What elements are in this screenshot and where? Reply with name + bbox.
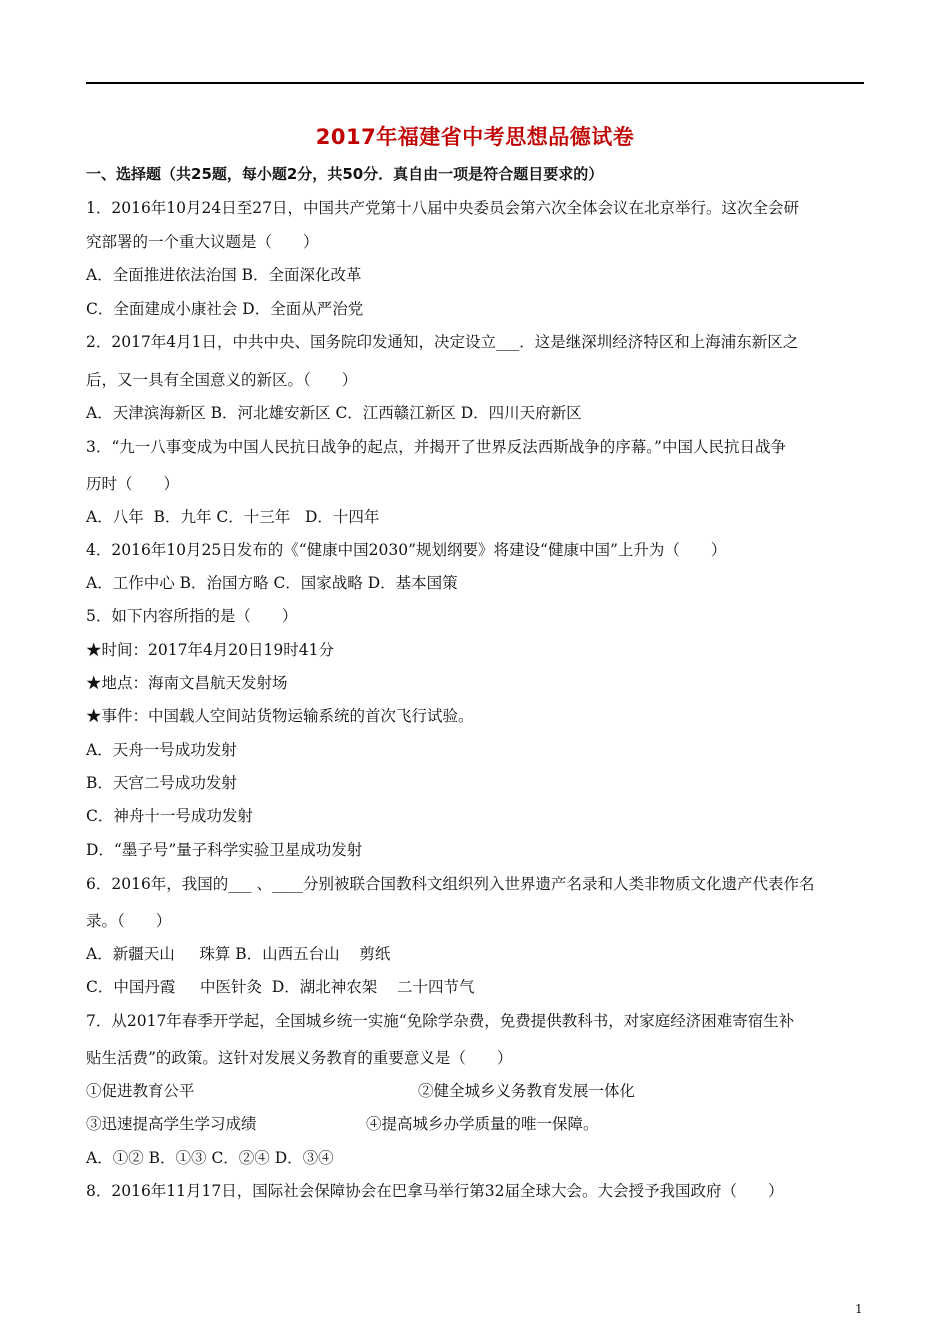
section-heading: 一、选择题（共25题，每小题2分，共50分．真自由一项是符合题目要求的） xyxy=(86,165,604,183)
text-line: C．中国丹霞 中医针灸 D．湖北神农架 二十四节气 xyxy=(86,978,475,996)
text-line: A．八年 B．九年 C．十三年 D．十四年 xyxy=(86,508,380,526)
text-line: 历时（ ） xyxy=(86,475,180,493)
text-line: 究部署的一个重大议题是（ ） xyxy=(86,233,319,251)
text-line: C．神舟十一号成功发射 xyxy=(86,807,253,825)
text-line: ★事件：中国载人空间站货物运输系统的首次飞行试验。 xyxy=(86,707,474,725)
text-line: A．天舟一号成功发射 xyxy=(86,741,237,759)
text-line: ★时间：2017年4月20日19时41分 xyxy=(86,641,334,659)
text-line: 2．2017年4月1日，中共中央、国务院印发通知，决定设立___．这是继深圳经济特区和上海浦东新区之 xyxy=(86,333,799,351)
text-line: ★地点：海南文昌航天发射场 xyxy=(86,674,288,692)
text-line: 7．从2017年春季开学起，全国城乡统一实施“免除学杂费，免费提供教科书，对家庭经济困难寄宿生补 xyxy=(86,1012,795,1030)
text-line: 8．2016年11月17日，国际社会保障协会在巴拿马举行第32届全球大会。大会授予我国政府（ ） xyxy=(86,1182,784,1200)
text-line: 4．2016年10月25日发布的《“健康中国2030”规划纲要》将建设“健康中国”上升为（ ） xyxy=(86,541,727,559)
option-3: ③迅速提高学生学习成绩 xyxy=(86,1115,257,1133)
text-line: 6．2016年，我国的___ 、____分别被联合国教科文组织列入世界遗产名录和人类非物质文化遗产代表作名 xyxy=(86,875,815,893)
option-4: ④提高城乡办学质量的唯一保障。 xyxy=(366,1115,599,1133)
text-line: A．天津滨海新区 B．河北雄安新区 C．江西赣江新区 D．四川天府新区 xyxy=(86,404,582,422)
text-line: 5．如下内容所指的是（ ） xyxy=(86,607,298,625)
text-line: A．①② B．①③ C．②④ D．③④ xyxy=(86,1149,334,1167)
text-line: A．新疆天山 珠算 B．山西五台山 剪纸 xyxy=(86,945,391,963)
page-number: 1 xyxy=(855,1302,863,1316)
text-line: 录。（ ） xyxy=(86,912,172,930)
header-rule xyxy=(86,82,864,84)
text-line: B．天宫二号成功发射 xyxy=(86,774,237,792)
page-title: 2017年福建省中考思想品德试卷 xyxy=(315,125,635,149)
option-2: ②健全城乡义务教育发展一体化 xyxy=(418,1082,636,1100)
option-1: ①促进教育公平 xyxy=(86,1082,195,1100)
text-line: D．“墨子号”量子科学实验卫星成功发射 xyxy=(86,841,363,859)
text-line: 后，又一具有全国意义的新区。（ ） xyxy=(86,371,358,389)
text-line: C．全面建成小康社会 D．全面从严治党 xyxy=(86,300,364,318)
text-line: 3．“九一八事变成为中国人民抗日战争的起点，并揭开了世界反法西斯战争的序幕。”中国人民抗日战争 xyxy=(86,438,786,456)
text-line: 1．2016年10月24日至27日，中国共产党第十八届中央委员会第六次全体会议在北京举行。这次全会研 xyxy=(86,199,799,217)
text-line: 贴生活费”的政策。这针对发展义务教育的重要意义是（ ） xyxy=(86,1049,513,1067)
text-line: A．工作中心 B．治国方略 C．国家战略 D．基本国策 xyxy=(86,574,458,592)
text-line: A．全面推进依法治国 B．全面深化改革 xyxy=(86,266,362,284)
